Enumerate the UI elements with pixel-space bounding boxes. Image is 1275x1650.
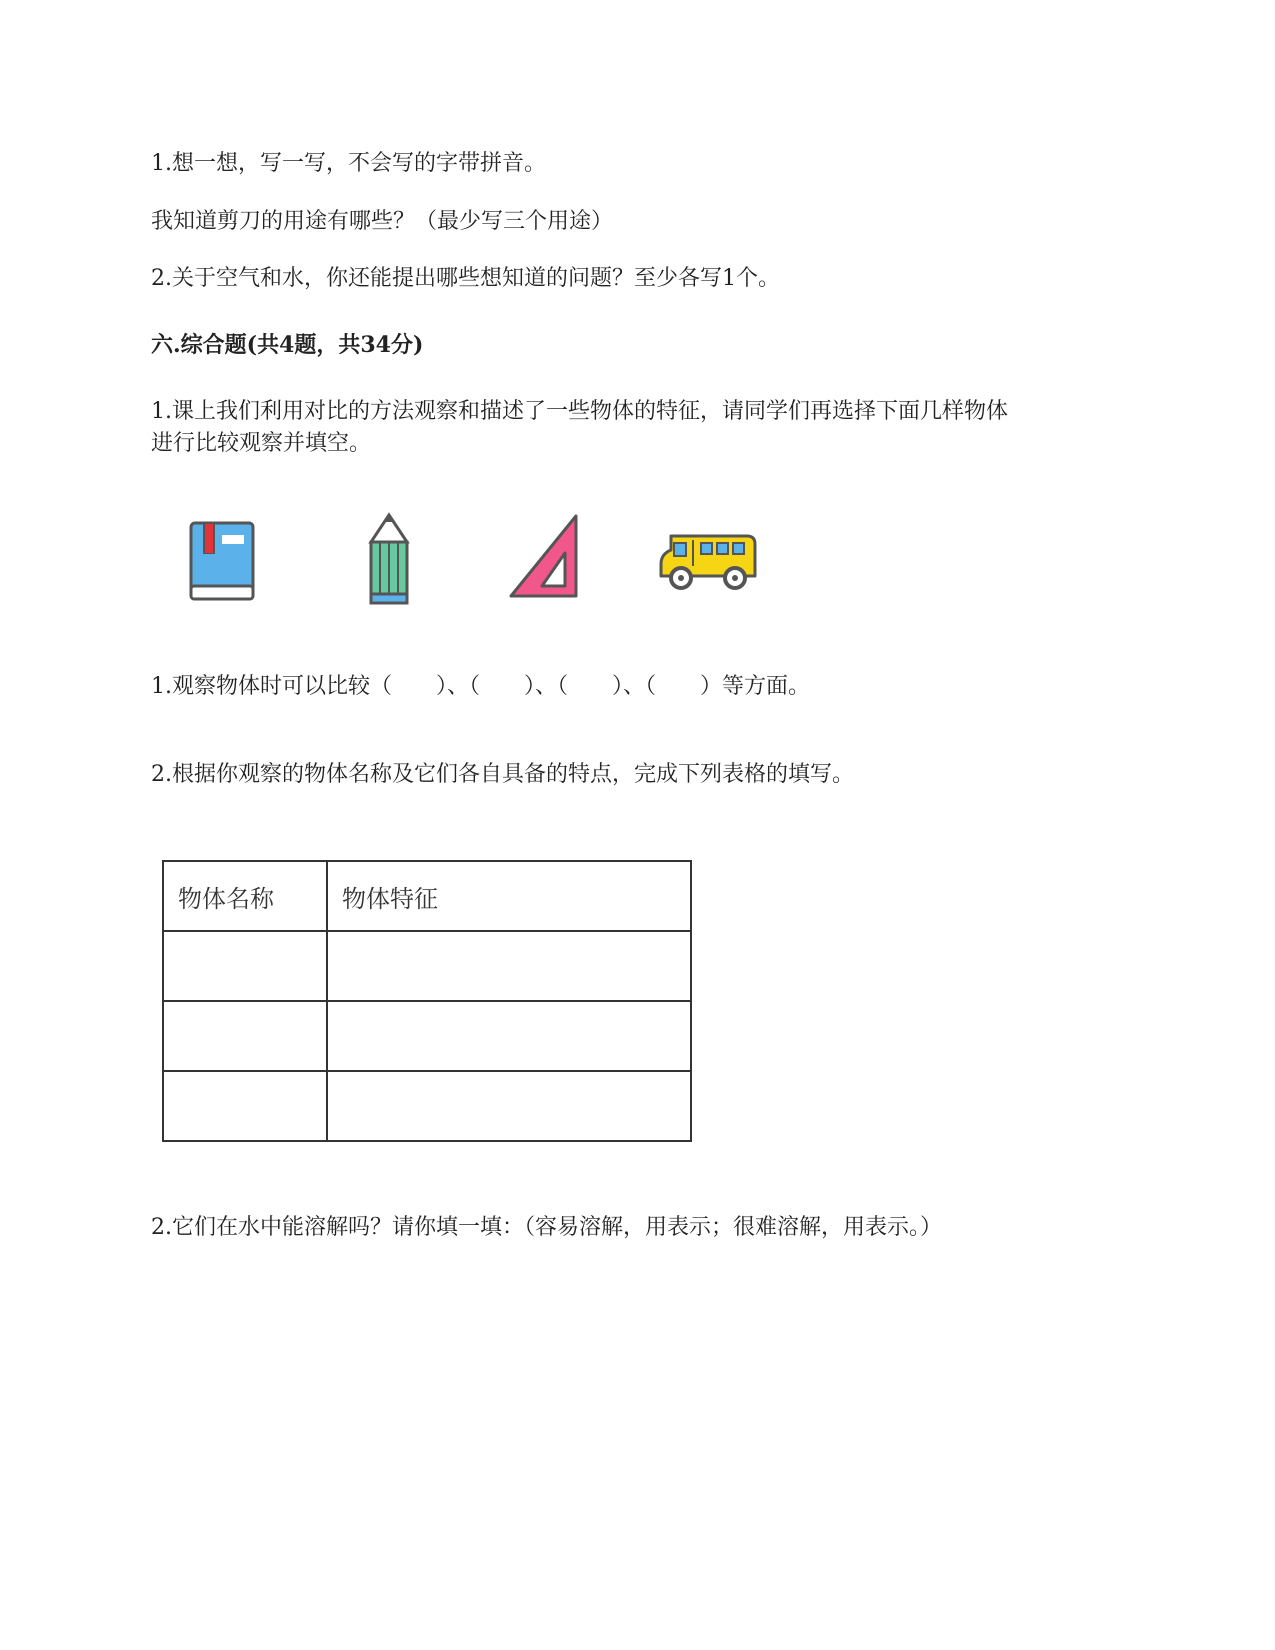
object-feature-cell[interactable]: [327, 931, 691, 1001]
header-object-name: 物体名称: [163, 861, 327, 931]
observation-table: [162, 860, 692, 1142]
object-feature-cell[interactable]: [327, 1071, 691, 1141]
pencil-icon: [367, 512, 411, 606]
section-question-1-sub-1: 1.观察物体时可以比较（ ）、（ ）、（ ）、（ ）等方面。: [151, 674, 810, 699]
table-row: [163, 931, 691, 1001]
table-header-row: [163, 861, 691, 931]
table-row: [163, 1071, 691, 1141]
section-question-2: 2.它们在水中能溶解吗？请你填一填：（容易溶解，用表示；很难溶解，用表示。）: [151, 1215, 942, 1240]
bus-icon: [657, 530, 759, 596]
object-feature-cell[interactable]: [327, 1001, 691, 1071]
section-question-1-sub-2: 2.根据你观察的物体名称及它们各自具备的特点，完成下列表格的填写。: [151, 762, 854, 787]
section-title: 六.综合题(共4题，共34分): [151, 332, 424, 358]
object-name-cell[interactable]: [163, 931, 327, 1001]
book-icon: [188, 520, 258, 604]
section-question-1-line2: 进行比较观察并填空。: [151, 431, 372, 456]
question-1-prompt: 我知道剪刀的用途有哪些？（最少写三个用途）: [151, 209, 614, 234]
question-2: 2.关于空气和水，你还能提出哪些想知道的问题？至少各写1个。: [151, 266, 780, 291]
triangle-ruler-icon: [508, 513, 580, 599]
header-object-feature: 物体特征: [327, 861, 691, 931]
object-name-cell[interactable]: [163, 1001, 327, 1071]
table-row: [163, 1001, 691, 1071]
object-name-cell[interactable]: [163, 1071, 327, 1141]
question-1: 1.想一想，写一写，不会写的字带拼音。: [151, 151, 546, 176]
section-question-1-line1: 1.课上我们利用对比的方法观察和描述了一些物体的特征，请同学们再选择下面几样物体: [151, 399, 1008, 424]
